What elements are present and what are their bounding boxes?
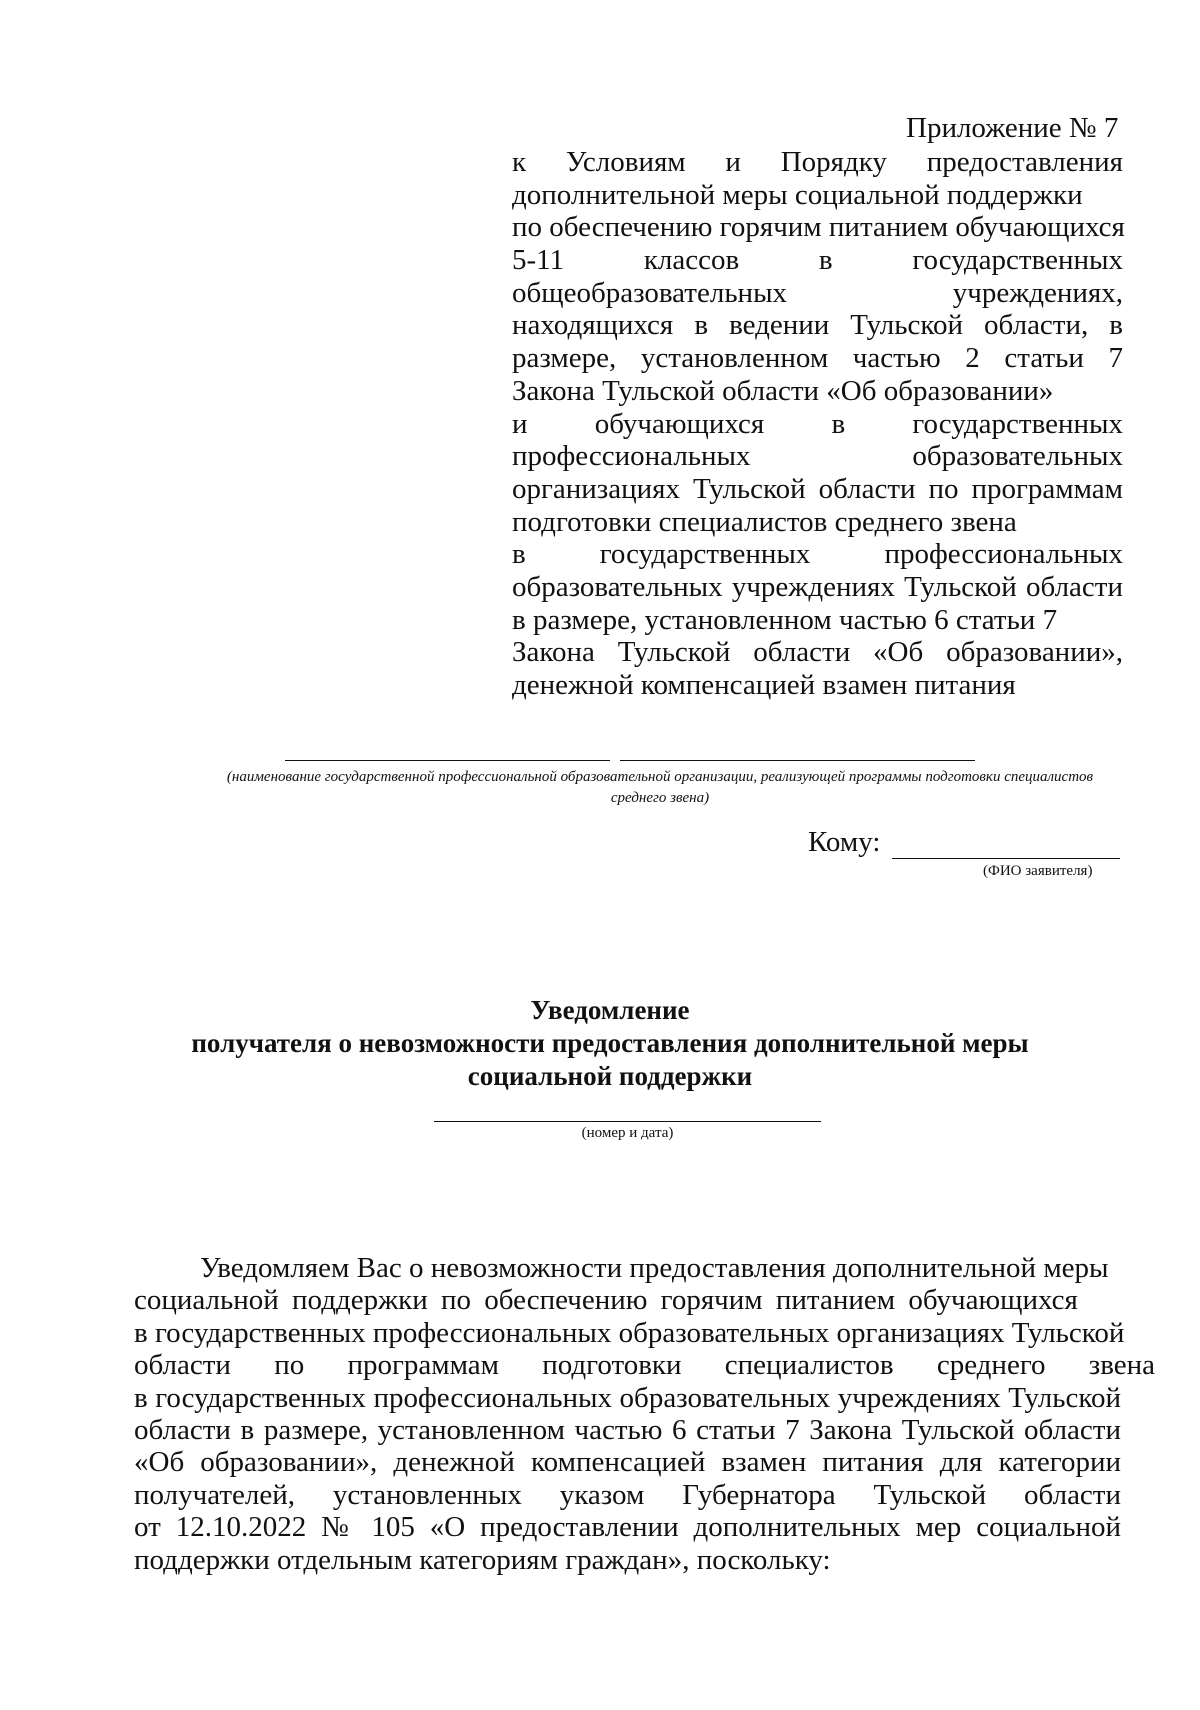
- appendix-line: по обеспечению горячим питанием обучающихся: [512, 211, 1125, 244]
- appendix-line: денежной компенсацией взамен питания: [512, 669, 1016, 701]
- appendix-text: [512, 146, 1123, 702]
- organization-name-line: [620, 760, 975, 761]
- body-line: в государственных профессиональных образовательных учреждениях Тульской: [134, 1381, 1121, 1414]
- appendix-line: дополнительной меры социальной поддержки: [512, 178, 1083, 211]
- appendix-line: 5-11 классов в государственных: [512, 244, 1123, 277]
- appendix-line: и обучающихся в государственных: [512, 407, 1123, 440]
- recipient-label: Кому:: [808, 826, 881, 858]
- appendix-line: общеобразовательных учреждениях,: [512, 276, 1123, 309]
- appendix-line: подготовки специалистов среднего звена: [512, 505, 1017, 538]
- notice-title-line: Уведомление: [530, 995, 690, 1025]
- notice-body: [134, 1252, 1155, 1576]
- appendix-line: к Условиям и Порядку предоставления: [512, 146, 1123, 178]
- appendix-line: Закона Тульской области «Об образовании»,: [512, 636, 1123, 669]
- body-line: поддержки отдельным категориям граждан», поскольку:: [134, 1543, 831, 1576]
- notice-title-line: социальной поддержки: [467, 1061, 753, 1091]
- appendix-line: образовательных учреждениях Тульской области: [512, 570, 1123, 603]
- body-line: Уведомляем Вас о невозможности предоставления дополнительной меры: [200, 1252, 1109, 1284]
- body-line: области в размере, установленном частью 6 статьи 7 Закона Тульской области: [134, 1413, 1121, 1446]
- appendix-line: размере, установленном частью 2 статьи 7: [512, 342, 1123, 375]
- appendix-line: в размере, установленном частью 6 статьи 7: [512, 603, 1058, 636]
- appendix-line: в государственных профессиональных: [512, 538, 1123, 571]
- number-date-line: [434, 1121, 821, 1122]
- body-line: социальной поддержки по обеспечению горячим питанием обучающихся: [134, 1284, 1078, 1317]
- organization-caption: (наименование государственной профессиональной образовательной организации, реализующей программы подготовки специалистов среднего звена): [226, 769, 1094, 806]
- appendix-line: профессиональных образовательных: [512, 440, 1123, 473]
- number-date-caption: (номер и дата): [581, 1125, 674, 1141]
- appendix-line: организациях Тульской области по программам: [512, 472, 1123, 505]
- appendix-line: Закона Тульской области «Об образовании»: [512, 374, 1054, 407]
- body-line: области по программам подготовки специалистов среднего звена: [134, 1349, 1155, 1382]
- body-line: получателей, установленных указом Губернатора Тульской области: [134, 1478, 1121, 1511]
- recipient-name-line: [892, 858, 1120, 859]
- notice-title: [150, 994, 1070, 1093]
- body-line: «Об образовании», денежной компенсацией взамен питания для категории: [134, 1446, 1121, 1479]
- organization-name-line: [285, 760, 610, 761]
- recipient-caption: (ФИО заявителя): [983, 863, 1093, 879]
- body-line: в государственных профессиональных образовательных организациях Тульской: [134, 1316, 1125, 1349]
- notice-title-line: получателя о невозможности предоставления дополнительной меры: [191, 1028, 1029, 1058]
- appendix-line: находящихся в ведении Тульской области, в: [512, 309, 1123, 342]
- body-line: от 12.10.2022 № 105 «О предоставлении дополнительных мер социальной: [134, 1511, 1121, 1544]
- appendix-title: Приложение № 7: [906, 112, 1119, 144]
